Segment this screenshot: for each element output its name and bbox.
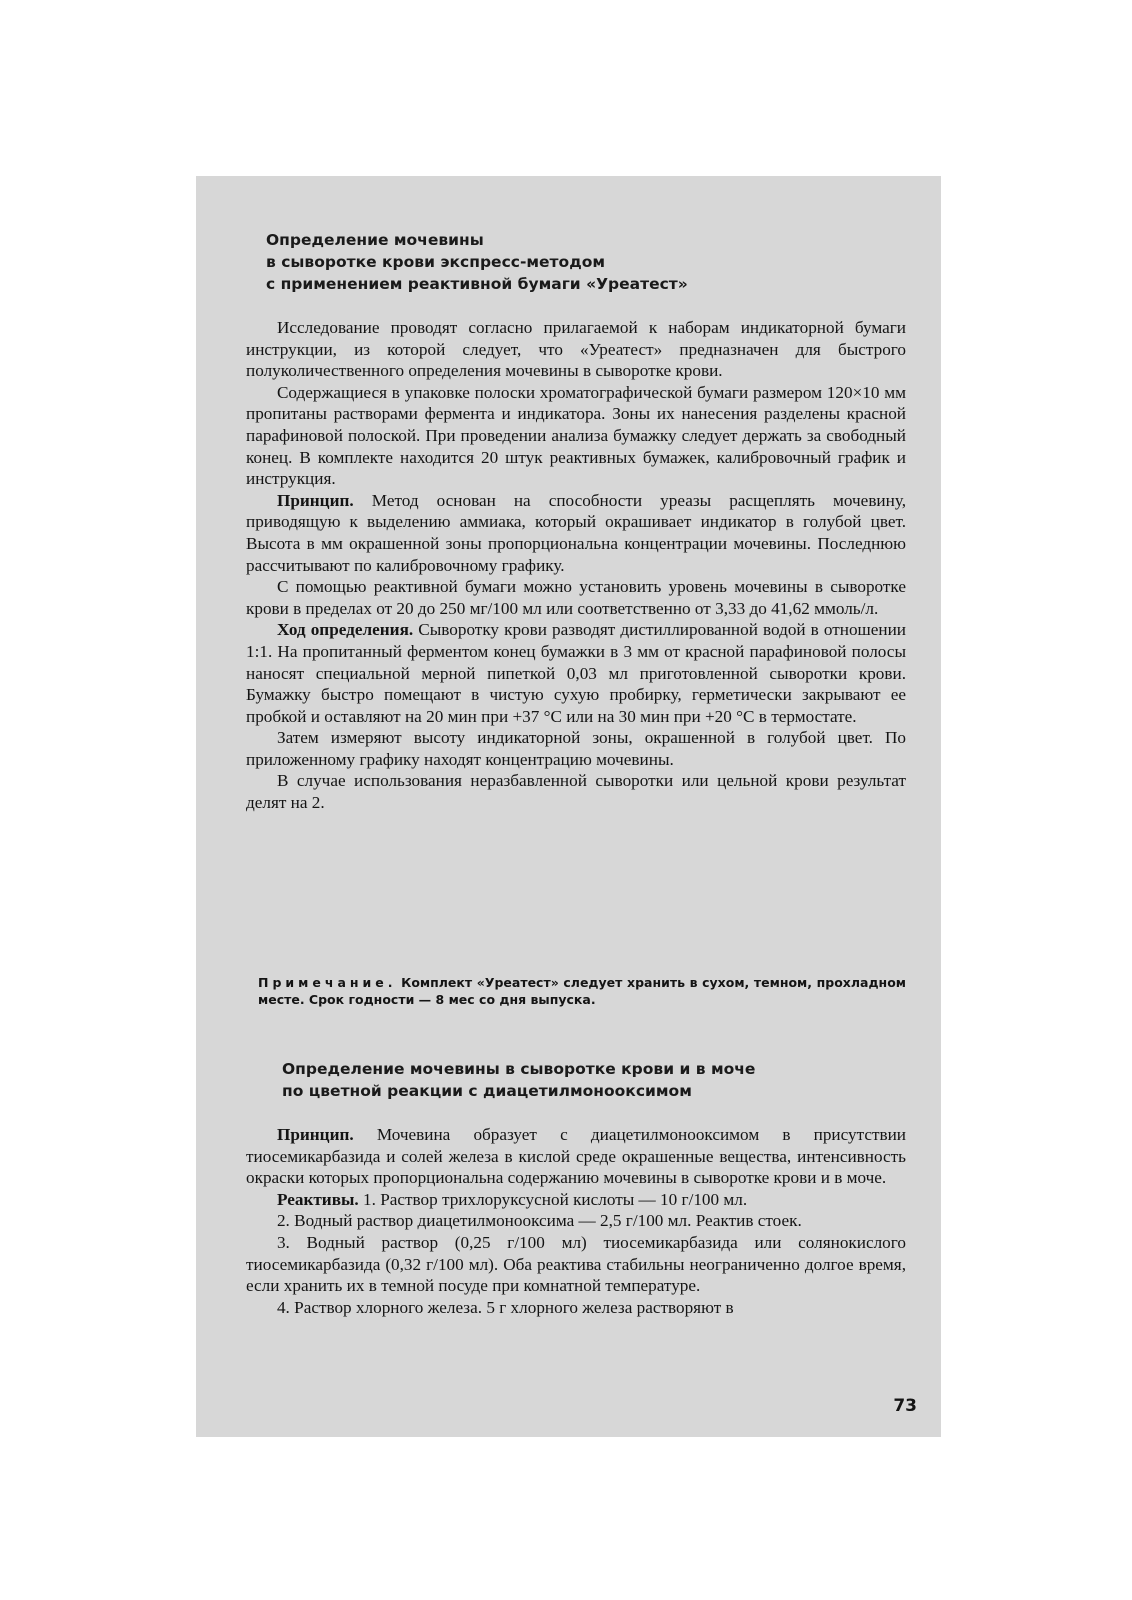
paragraph: Затем измеряют высоту индикаторной зоны, окрашенной в голубой цвет. По приложенному графику находят концентрацию мочевины. xyxy=(246,728,906,769)
paragraph xyxy=(246,619,906,727)
heading-line: с применением реактивной бумаги «Уреатест» xyxy=(266,275,688,293)
note xyxy=(258,974,906,1008)
paragraph-text: Метод основан на способности уреазы расщеплять мочевину, приводящую к выделению аммиака, который окрашивает индикатор в голубой цвет. Высота в мм окрашенной зоны пропорциональна концентрации мочевины. Последнюю рассчитывают по калибровочному графику. xyxy=(246,490,906,575)
paragraph: 2. Водный раствор диацетилмонооксима — 2,5 г/100 мл. Реактив стоек. xyxy=(276,1211,802,1231)
heading-line: в сыворотке крови экспресс-методом xyxy=(266,253,606,271)
page-number: 73 xyxy=(893,1396,917,1416)
section-heading-urea-diacetyl xyxy=(282,1058,755,1102)
run-in-label: Ход определения. xyxy=(276,620,414,640)
heading-line: Определение мочевины xyxy=(266,231,484,249)
run-in-label: Принцип. xyxy=(276,490,354,510)
heading-line: по цветной реакции с диацетилмонооксимом xyxy=(282,1082,692,1100)
paragraph: 4. Раствор хлорного железа. 5 г хлорного железа растворяют в xyxy=(276,1297,734,1317)
note-label: Примечание. xyxy=(258,975,397,990)
paragraph xyxy=(246,1189,906,1211)
note-text: Комплект «Уреатест» следует хранить в сухом, темном, прохладном месте. Срок годности — 8 мес со дня выпуска. xyxy=(258,975,906,1007)
paragraph: С помощью реактивной бумаги можно установить уровень мочевины в сыворотке крови в пределах от 20 до 250 мг/100 мл или соответственно от 3,33 до 41,62 ммоль/л. xyxy=(246,577,906,618)
section-heading-urea-express xyxy=(266,229,688,295)
section-body-urea-express xyxy=(246,317,906,814)
paragraph xyxy=(246,490,906,576)
book-page xyxy=(196,176,941,1437)
paragraph: 3. Водный раствор (0,25 г/100 мл) тиосемикарбазида или солянокислого тиосемикарбазида (0,32 г/100 мл). Оба реактива стабильны неограниченно долгое время, если хранить их в темной посуде при комнатной температуре. xyxy=(246,1232,906,1296)
paragraph: Исследование проводят согласно прилагаемой к наборам индикаторной бумаги инструкции, из которой следует, что «Уреатест» предназначен для быстрого полуколичественного определения мочевины в сыворотке крови. xyxy=(246,318,906,381)
paragraph-text: 1. Раствор трихлоруксусной кислоты — 10 г/100 мл. xyxy=(358,1189,748,1209)
paragraph xyxy=(246,1124,906,1189)
run-in-label: Принцип. xyxy=(276,1125,354,1144)
paragraph: В случае использования неразбавленной сыворотки или цельной крови результат делят на 2. xyxy=(246,771,906,813)
paragraph: Содержащиеся в упаковке полоски хроматографической бумаги размером 120×10 мм пропитаны растворами фермента и индикатора. Зоны их нанесения разделены красной парафиновой полоской. При проведении анализа бумажку следует держать за свободный конец. В комплекте находится 20 штук реактивных бумажек, калибровочный график и инструкция. xyxy=(246,382,906,489)
paragraph-text: Мочевина образует с диацетилмонооксимом в присутствии тиосемикарбазида и солей железа в кислой среде окрашенные вещества, интенсивность окраски которых пропорциональна содержанию мочевины в сыворотке крови и в моче. xyxy=(246,1125,906,1188)
heading-line: Определение мочевины в сыворотке крови и в моче xyxy=(282,1060,756,1078)
paragraph-text: Сыворотку крови разводят дистиллированной водой в отношении 1:1. На пропитанный ферментом конец бумажки в 3 мм от красной парафиновой полосы наносят специальной мерной пипеткой 0,03 мл приготовленной сыворотки крови. Бумажку быстро помещают в чистую сухую пробирку, герметически закрывают ее пробкой и оставляют на 20 мин при +37 °С или на 30 мин при +20 °С в термостате. xyxy=(246,620,907,726)
section-body-urea-diacetyl xyxy=(246,1124,906,1318)
run-in-label: Реактивы. xyxy=(276,1189,359,1209)
